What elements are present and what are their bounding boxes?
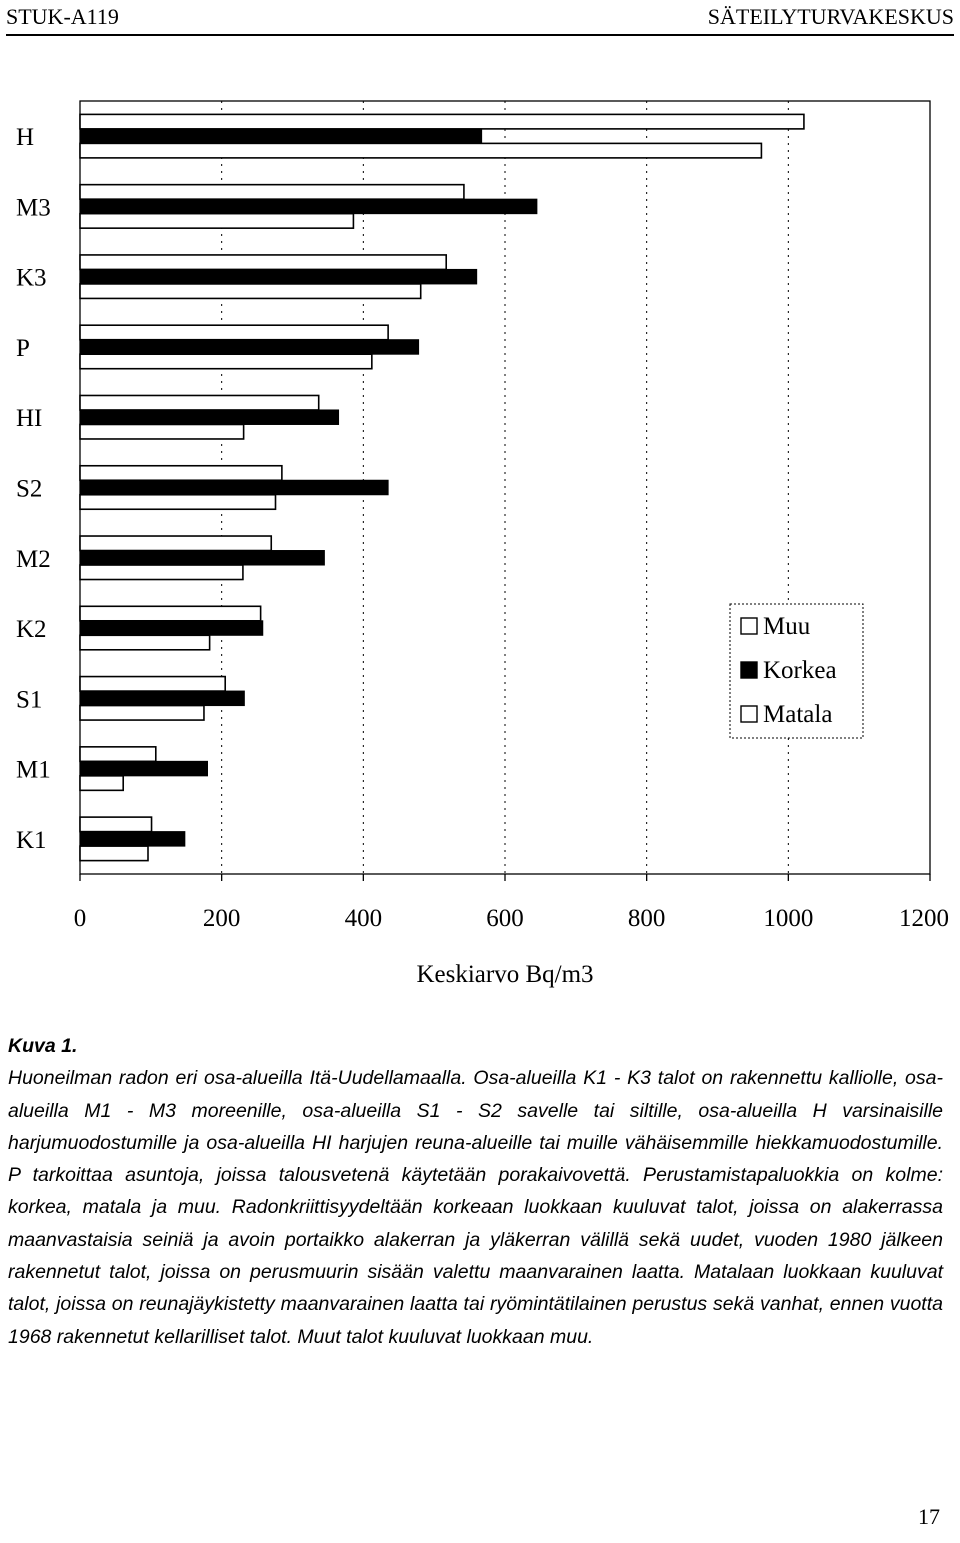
bar-korkea bbox=[80, 621, 263, 636]
bar-korkea bbox=[80, 199, 537, 214]
bar-muu bbox=[80, 677, 225, 692]
category-label: K1 bbox=[16, 826, 47, 854]
bars bbox=[80, 114, 804, 860]
bar-muu bbox=[80, 114, 804, 128]
category-label: M2 bbox=[16, 545, 51, 573]
bar-matala bbox=[80, 214, 353, 229]
category-label: K2 bbox=[16, 616, 47, 644]
bar-korkea bbox=[80, 832, 185, 847]
category-label: M3 bbox=[16, 194, 51, 222]
category-label: P bbox=[16, 334, 30, 362]
caption-title: Kuva 1. bbox=[8, 1035, 78, 1057]
bar-matala bbox=[80, 565, 243, 580]
x-axis-label: Keskiarvo Bq/m3 bbox=[416, 961, 594, 988]
report-code: STUK-A119 bbox=[6, 4, 119, 29]
bar-korkea bbox=[80, 269, 477, 284]
bar-korkea bbox=[80, 761, 208, 776]
bar-matala bbox=[80, 846, 148, 861]
category-label: K3 bbox=[16, 264, 47, 292]
bar-matala bbox=[80, 424, 244, 439]
bar-matala bbox=[80, 354, 372, 369]
category-label: M1 bbox=[16, 756, 51, 784]
bar-muu bbox=[80, 185, 464, 200]
category-labels bbox=[16, 124, 51, 854]
legend-swatch-korkea bbox=[741, 662, 757, 678]
bar-korkea bbox=[80, 340, 419, 355]
x-tick-label: 600 bbox=[486, 905, 524, 932]
bar-muu bbox=[80, 817, 152, 832]
page-number: 17 bbox=[918, 1504, 940, 1529]
legend-label-muu: Muu bbox=[763, 613, 811, 640]
bar-korkea bbox=[80, 129, 482, 144]
legend-label-korkea: Korkea bbox=[763, 657, 837, 684]
bar-matala bbox=[80, 143, 761, 158]
x-tick-label: 800 bbox=[627, 905, 666, 932]
publisher-name: SÄTEILYTURVAKESKUS bbox=[707, 4, 954, 29]
legend-label-matala: Matala bbox=[763, 701, 833, 728]
bar-muu bbox=[80, 255, 446, 270]
bar-matala bbox=[80, 284, 421, 299]
figure-caption bbox=[8, 1030, 943, 1353]
bar-korkea bbox=[80, 691, 244, 706]
bar-matala bbox=[80, 495, 276, 510]
category-label: S1 bbox=[16, 686, 43, 714]
bar-muu bbox=[80, 466, 282, 481]
bar-muu bbox=[80, 325, 388, 340]
category-label: H bbox=[16, 124, 35, 152]
legend-swatch-matala bbox=[741, 706, 757, 722]
bar-korkea bbox=[80, 480, 388, 495]
bar-muu bbox=[80, 395, 319, 410]
page-header bbox=[6, 4, 954, 36]
x-axis-ticks bbox=[74, 874, 949, 932]
radon-bar-chart bbox=[0, 80, 960, 1010]
x-tick-label: 1000 bbox=[763, 905, 814, 932]
category-label: S2 bbox=[16, 475, 43, 503]
bar-korkea bbox=[80, 410, 339, 425]
bar-muu bbox=[80, 536, 271, 551]
bar-matala bbox=[80, 776, 123, 791]
x-tick-label: 200 bbox=[202, 905, 241, 932]
caption-text: Huoneilman radon eri osa-alueilla Itä-Uudellamaalla. Osa-alueilla K1 - K3 talot on rakennettu kalliolle, osa-alueilla M1 - M3 moreenille, osa-alueilla S1 - S2 savelle tai siltille, osa-alueilla H varsinaisille harjumuodostumille ja osa-alueilla HI harjujen reuna-alueille tai muille vähäisemmille hiekkamuodostumille. P tarkoittaa asuntoja, joissa talousvetenä käytetään porakaivovettä. Perustamistapaluokkia on kolme: korkea, matala ja muu. Radonkriittisyydeltään korkeaan luokkaan kuuluvat talot, joissa on alakerrassa maanvastaisia seiniä ja avoin portaikko alakerran ja yläkerran välillä sekä uudet, vuoden 1980 jälkeen rakennetut talot, joissa on perusmuurin sisään valettu maanvarainen laatta. Matalaan luokkaan kuuluvat talot, joissa on reunajäykistetty maanvarainen laatta tai ryömintätilainen perustus sekä vanhat, ennen vuotta 1968 rakennetut kellarilliset talot. Muut talot kuuluvat luokkaan muu. bbox=[8, 1067, 943, 1348]
legend-swatch-muu bbox=[741, 618, 757, 634]
bar-matala bbox=[80, 706, 204, 721]
legend bbox=[730, 604, 863, 738]
x-tick-label: 400 bbox=[344, 905, 383, 932]
category-label: HI bbox=[16, 405, 43, 433]
x-tick-label: 0 bbox=[73, 905, 87, 932]
bar-muu bbox=[80, 747, 156, 762]
bar-muu bbox=[80, 606, 261, 621]
bar-matala bbox=[80, 635, 210, 650]
x-tick-label: 1200 bbox=[899, 905, 949, 932]
bar-korkea bbox=[80, 551, 324, 566]
